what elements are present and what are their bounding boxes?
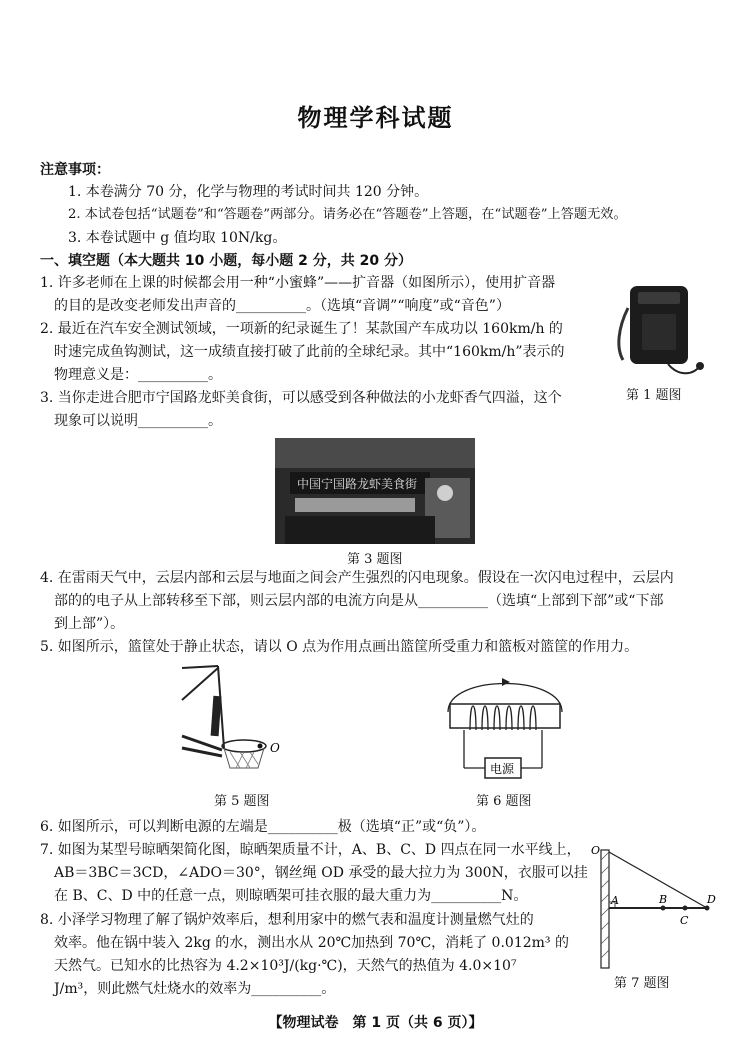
fig7-label-b: B — [659, 893, 668, 906]
q7-line-1: 7. 如图为某型号晾晒架简化图，晾晒架质量不计，A、B、C、D 四点在同一水平线上， — [40, 842, 581, 858]
q2-line-1: 2. 最近在汽车安全测试领域，一项新的纪录诞生了！某款国产车成功以 160km/h 的 — [40, 321, 563, 337]
page-footer: 【物理试卷 第 1 页（共 6 页）】 — [268, 1015, 483, 1031]
q8-line-4: J/m³，则此燃气灶烧水的效率为__________。 — [54, 981, 336, 997]
fig7-label-o: O — [591, 844, 601, 857]
q4-line-2: 部的的电子从上部转移至下部，则云层内部的电流方向是从__________（选填“上部到下部”或“下部 — [54, 593, 664, 609]
q4-line-3: 到上部”）。 — [54, 616, 125, 632]
fig6-caption: 第 6 题图 — [476, 794, 532, 809]
q3-line-1: 3. 当你走进合肥市宁国路龙虾美食街，可以感受到各种做法的小龙虾香气四溢，这个 — [40, 390, 562, 406]
fig6-source-label: 电源 — [490, 762, 515, 776]
street-photo — [275, 438, 475, 544]
q8-line-3: 天然气。已知水的比热容为 4.2×10³J/(kg·℃)，天然气的热值为 4.0×10⁷ — [54, 958, 517, 974]
fig7-label-d: D — [707, 893, 716, 906]
solenoid-figure — [430, 672, 580, 782]
notice-heading: 注意事项： — [40, 162, 110, 178]
notice-item-1: 1. 本卷满分 70 分，化学与物理的考试时间共 120 分钟。 — [68, 184, 429, 200]
fig1-caption: 第 1 题图 — [626, 388, 682, 403]
q7-line-3: 在 B、C、D 中的任意一点，则晾晒架可挂衣服的最大重力为__________N。 — [54, 888, 528, 904]
fig7-label-a: A — [611, 894, 619, 907]
q4-line-1: 4. 在雷雨天气中，云层内部和云层与地面之间会产生强烈的闪电现象。假设在一次闪电过程中，云层内 — [40, 570, 674, 586]
hoop-figure — [178, 660, 298, 780]
fig5-caption: 第 5 题图 — [214, 794, 270, 809]
speaker-figure — [608, 278, 708, 383]
notice-item-3: 3. 本卷试题中 g 值均取 10N/kg。 — [68, 230, 287, 246]
fig3-sign-text: 中国宁国路龙虾美食街 — [297, 477, 418, 491]
q6-line-1: 6. 如图所示，可以判断电源的左端是__________极（选填“正”或“负”）。 — [40, 819, 486, 835]
q1-line-1: 1. 许多老师在上课的时候都会用一种“小蜜蜂”——扩音器（如图所示），使用扩音器 — [40, 275, 556, 291]
q1-line-2: 的目的是改变老师发出声音的__________。（选填“音调”“响度”或“音色”） — [54, 298, 510, 314]
page-title: 物理学科试题 — [297, 104, 454, 132]
notice-item-2: 2. 本试卷包括“试题卷”和“答题卷”两部分。请务必在“答题卷”上答题，在“试题卷”上答题无效。 — [68, 207, 627, 222]
fig7-caption: 第 7 题图 — [614, 976, 670, 991]
q2-line-3: 物理意义是：__________。 — [54, 367, 222, 383]
q7-line-2: AB＝3BC＝3CD，∠ADO＝30°，钢丝绳 OD 承受的最大拉力为 300N，衣服可以挂 — [54, 865, 588, 881]
fig7-label-c: C — [680, 914, 689, 927]
q5-line-1: 5. 如图所示，篮筐处于静止状态，请以 O 点为作用点画出篮筐所受重力和篮板对篮筐的作用力。 — [40, 639, 639, 655]
fig3-caption: 第 3 题图 — [347, 552, 403, 567]
q8-line-2: 效率。他在锅中装入 2kg 的水，测出水从 20℃加热到 70℃，消耗了 0.012m³ 的 — [54, 935, 569, 951]
drying-rack-figure — [585, 840, 720, 970]
q3-line-2: 现象可以说明__________。 — [54, 413, 222, 429]
q2-line-2: 时速完成鱼钩测试，这一成绩直接打破了此前的全球纪录。其中“160km/h”表示的 — [54, 344, 565, 360]
section-heading: 一、填空题（本大题共 10 小题，每小题 2 分，共 20 分） — [40, 253, 412, 269]
q8-line-1: 8. 小泽学习物理了解了锅炉效率后，想利用家中的燃气表和温度计测量燃气灶的 — [40, 912, 534, 928]
fig5-point-label: O — [270, 741, 280, 755]
